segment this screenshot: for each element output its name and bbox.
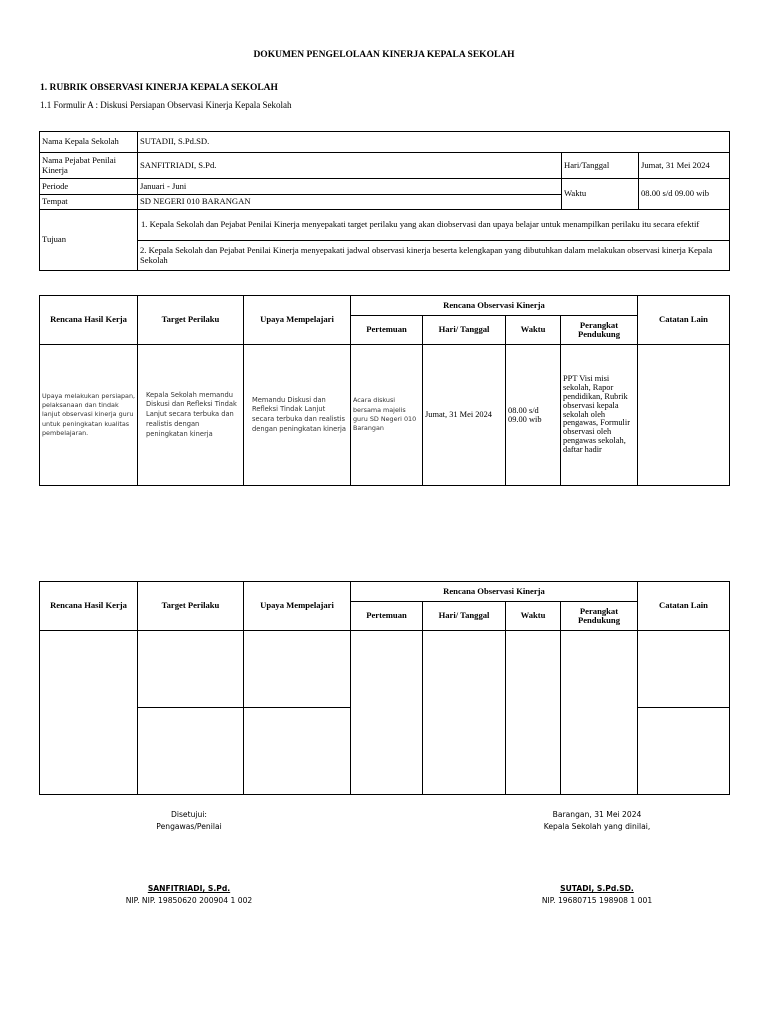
header-pertemuan: Pertemuan: [351, 602, 423, 631]
observation-plan-table: [39, 295, 730, 486]
empty-cell: [423, 631, 506, 795]
cell-perangkat-pendukung: PPT Visi misi sekolah, Rapor pendidikan, Rubrik observasi kepala sekolah oleh pengawas, Formulir observasi oleh pengawas sekolah, daftar hadir: [561, 345, 638, 486]
header-perangkat-pendukung: Perangkat Pendukung: [561, 602, 638, 631]
label-pejabat-penilai: Nama Pejabat Penilai Kinerja: [40, 153, 138, 179]
header-target-perilaku: Target Perilaku: [138, 582, 244, 631]
empty-cell: [244, 631, 351, 708]
cell-waktu: 08.00 s/d 09.00 wib: [506, 345, 561, 486]
signature-approver: [59, 809, 319, 833]
document-title: DOKUMEN PENGELOLAAN KINERJA KEPALA SEKOLAH: [253, 50, 515, 60]
header-rencana-observasi: Rencana Observasi Kinerja: [351, 582, 638, 602]
empty-cell: [561, 631, 638, 795]
header-perangkat-pendukung: Perangkat Pendukung: [561, 316, 638, 345]
cell-hari-tanggal: Jumat, 31 Mei 2024: [423, 345, 506, 486]
form-subtitle: 1.1 Formulir A : Diskusi Persiapan Observasi Kinerja Kepala Sekolah: [40, 100, 292, 110]
signature-principal: [467, 809, 727, 833]
header-upaya-mempelajari: Upaya Mempelajari: [244, 582, 351, 631]
value-hari-tanggal: Jumat, 31 Mei 2024: [639, 153, 730, 179]
empty-cell: [40, 631, 138, 795]
value-tempat: SD NEGERI 010 BARANGAN: [138, 195, 562, 210]
tujuan-item-2: [138, 241, 730, 271]
value-waktu: 08.00 s/d 09.00 wib: [639, 179, 730, 210]
observation-plan-table-empty: [39, 581, 730, 795]
principal-nip: NIP. 19680715 198908 1 001: [541, 895, 653, 905]
header-upaya-mempelajari: Upaya Mempelajari: [244, 296, 351, 345]
label-hari-tanggal: Hari/Tanggal: [562, 153, 639, 179]
section-title: 1. RUBRIK OBSERVASI KINERJA KEPALA SEKOLAH: [40, 83, 278, 93]
value-periode: Januari - Juni: [138, 179, 562, 195]
header-waktu: Waktu: [506, 316, 561, 345]
principal-line-2: Kepala Sekolah yang dinilai,: [543, 821, 651, 831]
header-hari-tanggal: Hari/ Tanggal: [423, 602, 506, 631]
label-tujuan: Tujuan: [40, 210, 138, 271]
empty-cell: [638, 708, 730, 795]
empty-cell: [638, 631, 730, 708]
empty-cell: [351, 631, 423, 795]
empty-cell: [506, 631, 561, 795]
approver-nip: NIP. NIP. 19850620 200904 1 002: [125, 895, 253, 905]
signature-approver-name-block: [59, 883, 319, 907]
value-pejabat-penilai: SANFITRIADI, S.Pd.: [138, 153, 562, 179]
empty-cell: [138, 708, 244, 795]
header-rencana-hasil-kerja: Rencana Hasil Kerja: [40, 582, 138, 631]
label-nama-kepala-sekolah: Nama Kepala Sekolah: [40, 132, 138, 153]
header-rencana-observasi: Rencana Observasi Kinerja: [351, 296, 638, 316]
tujuan-text-1: 1. Kepala Sekolah dan Pejabat Penilai Kinerja menyepakati target perilaku yang akan diobservasi dan upaya belajar untuk menampilkan perilaku itu secara efektif: [141, 219, 700, 230]
cell-rencana-hasil-kerja: Upaya melakukan persiapan, pelaksanaan dan tindak lanjut observasi kinerja guru untuk peningkatan kualitas pembelajaran.: [40, 345, 138, 486]
label-waktu: Waktu: [562, 179, 639, 210]
header-hari-tanggal: Hari/ Tanggal: [423, 316, 506, 345]
label-tempat: Tempat: [40, 195, 138, 210]
approver-line-1: Disetujui:: [171, 810, 207, 819]
cell-pertemuan: Acara diskusi bersama majelis guru SD Negeri 010 Barangan: [351, 345, 423, 486]
empty-cell: [138, 631, 244, 708]
tujuan-text-2: 2. Kepala Sekolah dan Pejabat Penilai Kinerja menyepakati jadwal observasi kinerja beserta kelengkapan yang dibutuhkan dalam melakukan observasi kinerja Kepala Sekolah: [140, 245, 713, 265]
empty-cell: [244, 708, 351, 795]
header-target-perilaku: Target Perilaku: [138, 296, 244, 345]
header-waktu: Waktu: [506, 602, 561, 631]
label-periode: Periode: [40, 179, 138, 195]
principal-name: SUTADI, S.Pd.SD.: [560, 884, 634, 893]
cell-target-perilaku: Kepala Sekolah memandu Diskusi dan Refleksi Tindak Lanjut secara terbuka dan realistis dengan peningkatan kinerja: [138, 345, 244, 486]
cell-catatan-lain: [638, 345, 730, 486]
value-nama-kepala-sekolah: SUTADII, S.Pd.SD.: [138, 132, 730, 153]
header-rencana-hasil-kerja: Rencana Hasil Kerja: [40, 296, 138, 345]
signature-principal-name-block: [467, 883, 727, 907]
header-catatan-lain: Catatan Lain: [638, 582, 730, 631]
identity-table: [39, 131, 730, 271]
header-pertemuan: Pertemuan: [351, 316, 423, 345]
principal-line-1: Barangan, 31 Mei 2024: [552, 810, 642, 819]
tujuan-item-1: [138, 210, 730, 241]
cell-upaya-mempelajari: Memandu Diskusi dan Refleksi Tindak Lanjut secara terbuka dan realistis dengan peningkatan kinerja: [244, 345, 351, 486]
approver-name: SANFITRIADI, S.Pd.: [147, 884, 231, 893]
header-catatan-lain: Catatan Lain: [638, 296, 730, 345]
approver-line-2: Pengawas/Penilai: [156, 821, 222, 831]
